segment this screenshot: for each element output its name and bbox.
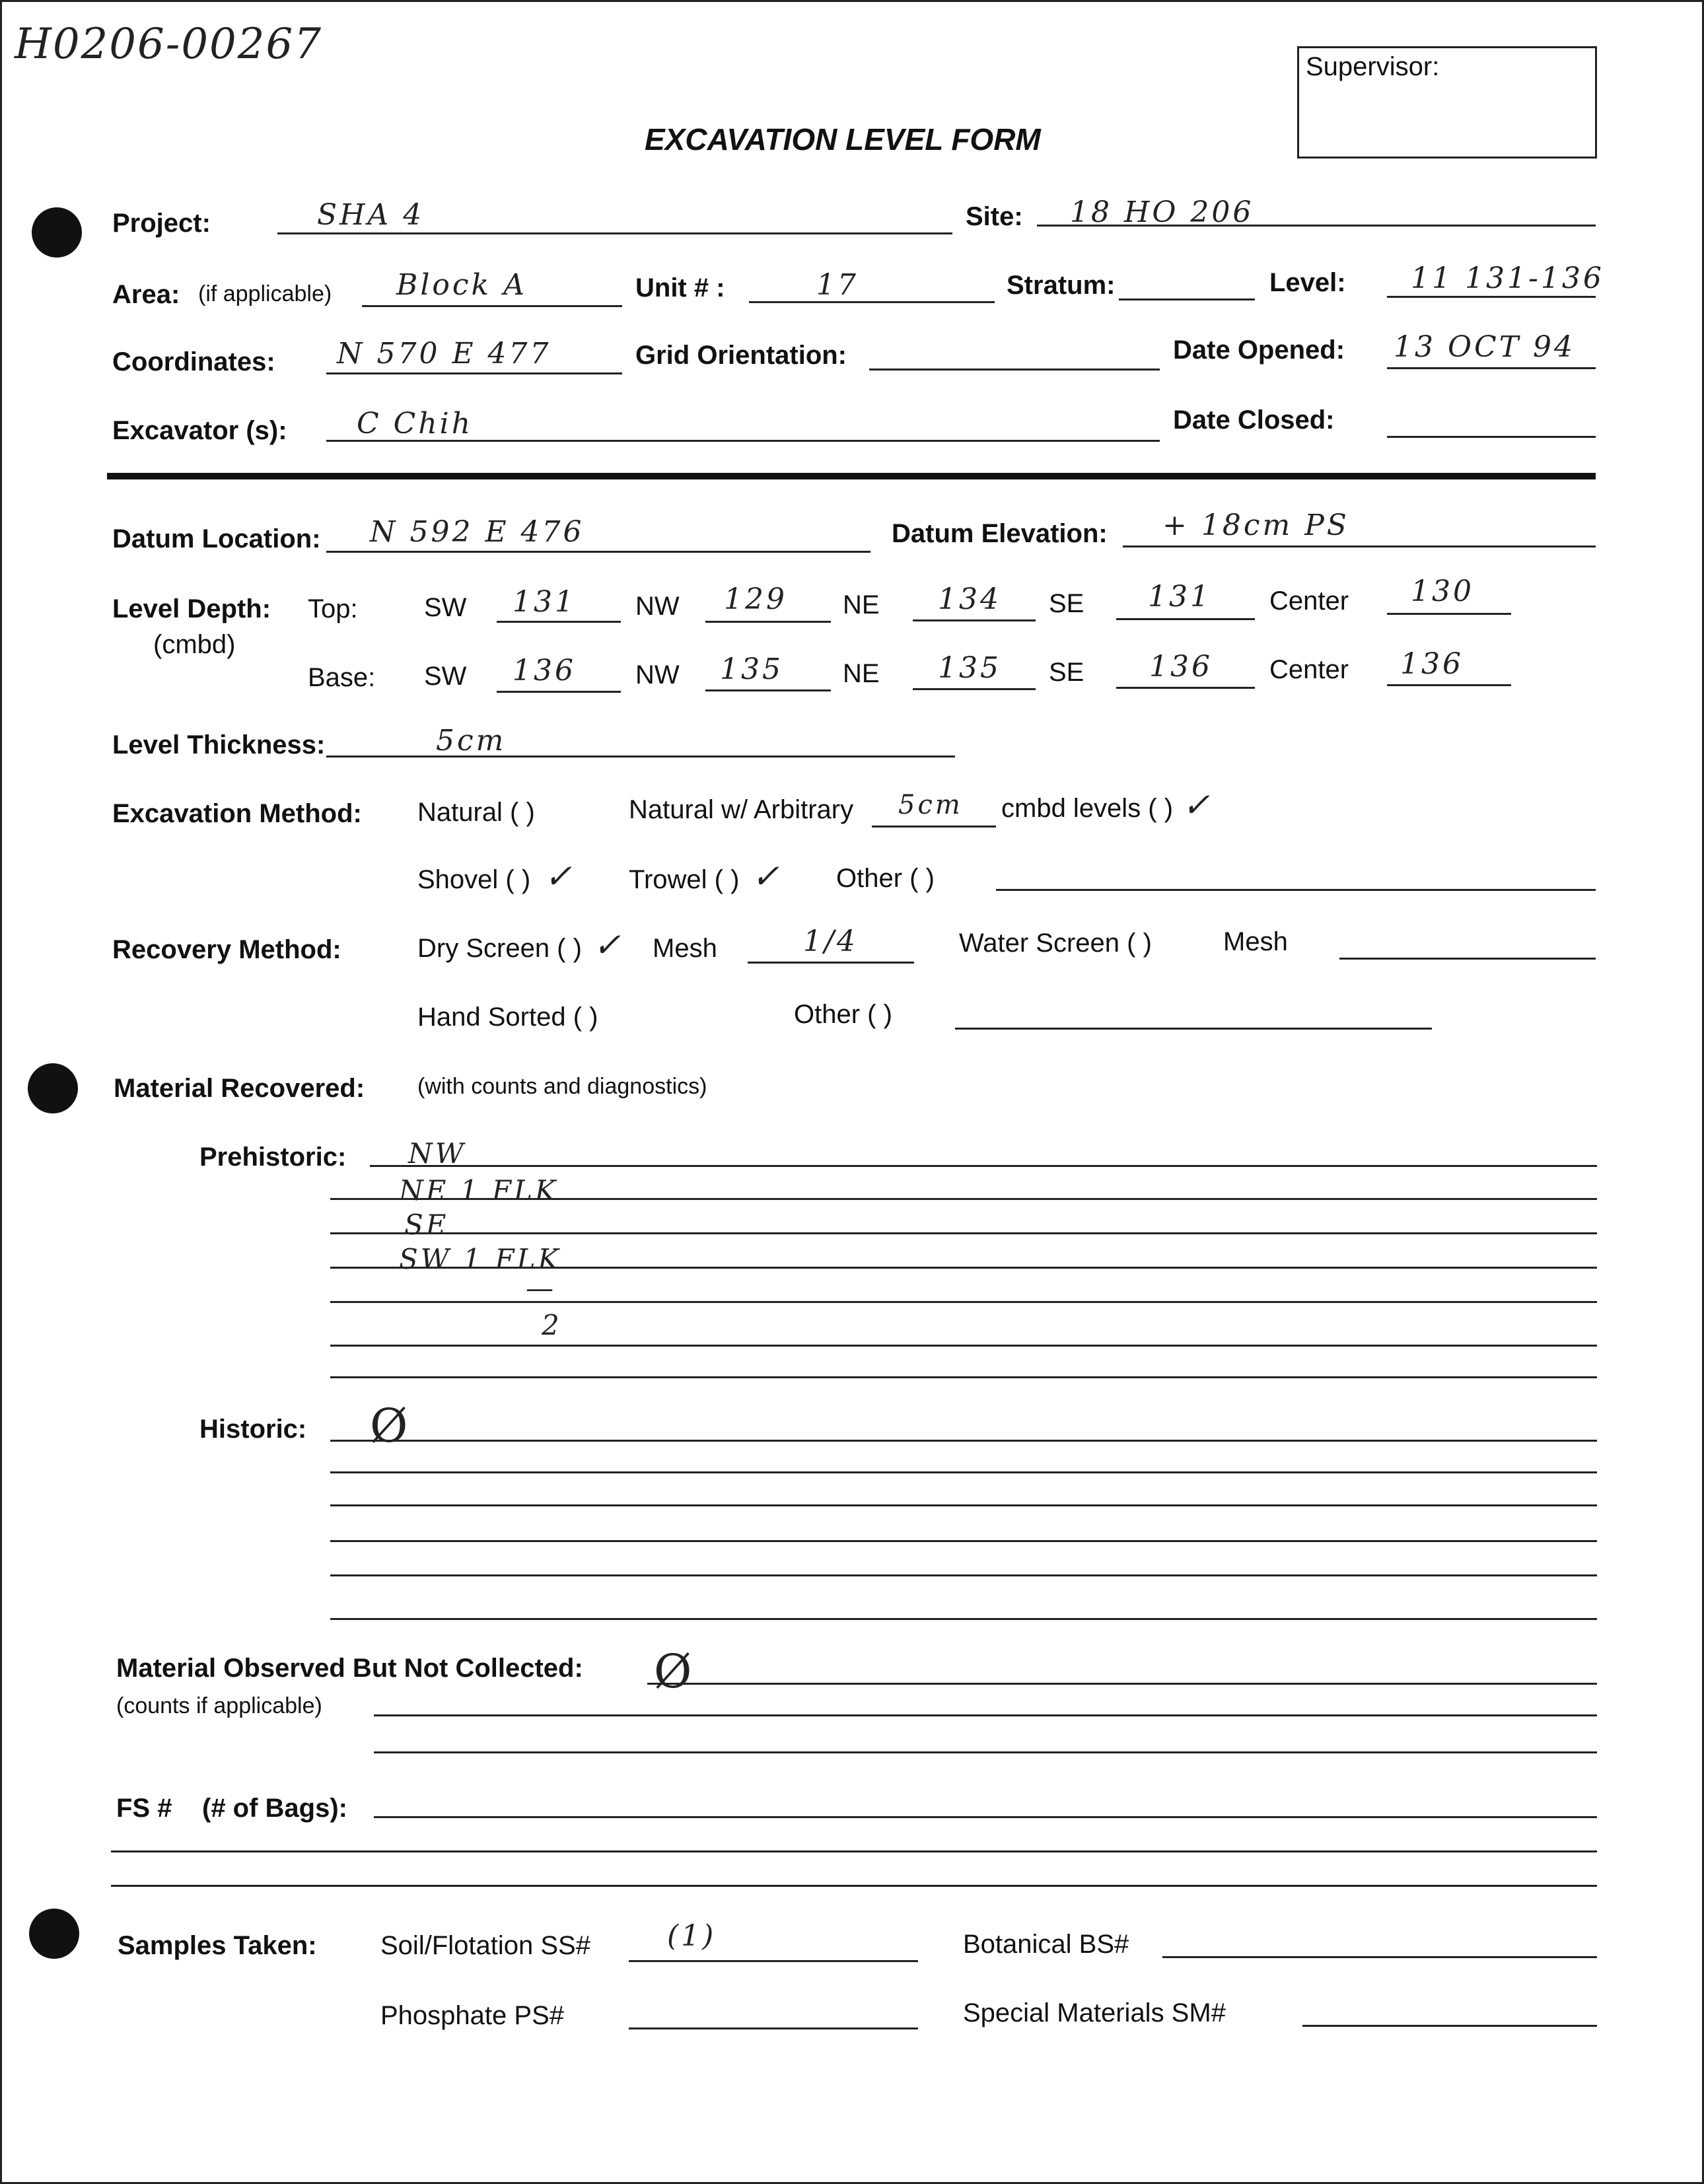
top-sw-label: SW (424, 593, 467, 622)
date-closed-line (1387, 436, 1596, 438)
base-nw-label: NW (635, 660, 680, 689)
method-natural[interactable]: Natural ( ) (417, 798, 535, 827)
soil-flotation-line (629, 1960, 918, 1962)
date-opened-label: Date Opened: (1173, 335, 1345, 365)
observed-note: (counts if applicable) (116, 1693, 322, 1718)
prehistoric-line-5[interactable]: — (526, 1272, 556, 1304)
observed-rule-3 (374, 1751, 1597, 1753)
top-nw-line (705, 621, 831, 623)
datum-elevation-line (1123, 546, 1596, 547)
base-sw-line (497, 691, 621, 693)
unit-line (749, 301, 995, 303)
datum-elevation-value[interactable]: + 18cm PS (1162, 509, 1349, 542)
grid-orientation-label: Grid Orientation: (635, 341, 847, 370)
observed-rule-2 (374, 1714, 1597, 1716)
base-se-line (1116, 687, 1255, 689)
prehistoric-line-6[interactable]: 2 (542, 1309, 562, 1341)
area-line (362, 305, 622, 307)
site-label: Site: (966, 202, 1023, 231)
top-center-line (1387, 613, 1511, 615)
base-nw-value[interactable]: 135 (720, 652, 783, 686)
botanical-label: Botanical BS# (963, 1930, 1129, 1959)
prehistoric-rule-3 (330, 1232, 1597, 1234)
prehistoric-rule-1 (370, 1165, 1597, 1167)
level-value[interactable]: 11 131-136 (1411, 262, 1604, 295)
base-ne-line (913, 688, 1036, 690)
special-materials-line (1302, 2025, 1597, 2027)
base-ne-label: NE (843, 659, 880, 688)
water-mesh-label: Mesh (1223, 927, 1288, 956)
base-sw-label: SW (424, 662, 467, 691)
prehistoric-line-4[interactable]: SW 1 FLK (399, 1243, 561, 1275)
datum-location-line (326, 551, 870, 553)
prehistoric-line-3[interactable]: SE (404, 1209, 449, 1241)
coordinates-value[interactable]: N 570 E 477 (337, 337, 551, 370)
fs-label: FS # (116, 1794, 172, 1823)
top-center-label: Center (1269, 586, 1349, 616)
material-recovered-note: (with counts and diagnostics) (417, 1074, 707, 1099)
prehistoric-rule-4 (330, 1267, 1597, 1269)
top-ne-value[interactable]: 134 (938, 582, 1001, 616)
base-se-label: SE (1049, 658, 1084, 687)
base-ne-value[interactable]: 135 (938, 651, 1001, 685)
method-cmbd-levels[interactable]: cmbd levels ( ) (1001, 794, 1174, 823)
date-closed-label: Date Closed: (1173, 405, 1335, 435)
unit-label: Unit # : (635, 273, 725, 302)
area-label: Area: (112, 280, 180, 309)
base-center-label: Center (1269, 655, 1349, 684)
historic-rule-1 (330, 1440, 1597, 1442)
prehistoric-line-1[interactable]: NW (408, 1137, 466, 1170)
fs-rule-3 (111, 1885, 1597, 1887)
datum-location-label: Datum Location: (112, 524, 321, 553)
excavator-label: Excavator (s): (112, 416, 287, 445)
special-materials-label: Special Materials SM# (963, 1998, 1226, 2027)
supervisor-box[interactable] (1297, 46, 1597, 159)
dry-mesh-value[interactable]: 1/4 (803, 925, 858, 958)
method-natural-arbitrary: Natural w/ Arbitrary (629, 795, 854, 824)
prehistoric-rule-2 (330, 1198, 1597, 1200)
base-label: Base: (308, 663, 376, 692)
site-value[interactable]: 18 HO 206 (1070, 195, 1254, 229)
area-value[interactable]: Block A (396, 268, 527, 302)
fs-rule-2 (111, 1850, 1597, 1852)
historic-rule-3 (330, 1504, 1597, 1506)
recovery-other[interactable]: Other ( ) (794, 1000, 892, 1029)
project-value[interactable]: SHA 4 (317, 198, 425, 232)
top-label: Top: (308, 594, 358, 623)
recovery-dry-screen[interactable]: Dry Screen ( ) (417, 934, 582, 963)
fs-note: (# of Bags): (202, 1794, 347, 1823)
top-ne-line (913, 619, 1036, 621)
base-nw-line (705, 689, 831, 691)
top-se-label: SE (1049, 589, 1084, 618)
hole-punch-1 (32, 207, 82, 258)
date-opened-line (1387, 367, 1596, 369)
hole-punch-2 (28, 1063, 78, 1113)
stratum-line (1119, 299, 1255, 300)
top-se-value[interactable]: 131 (1148, 580, 1211, 614)
level-label: Level: (1269, 268, 1346, 297)
level-thickness-line (326, 756, 955, 757)
cmbd-levels-check-icon: ✓ (1182, 786, 1213, 824)
historic-rule-4 (330, 1540, 1597, 1542)
area-note: (if applicable) (198, 281, 332, 306)
prehistoric-rule-5 (330, 1301, 1597, 1303)
site-line (1037, 225, 1596, 227)
level-line (1387, 296, 1596, 298)
historic-label: Historic: (199, 1415, 307, 1444)
top-center-value[interactable]: 130 (1411, 575, 1474, 608)
arbitrary-interval-value[interactable]: 5cm (898, 790, 963, 820)
shovel-check-icon: ✓ (544, 857, 575, 896)
fs-rule-1 (374, 1816, 1597, 1818)
recovery-other-line (955, 1028, 1432, 1030)
datum-location-value[interactable]: N 592 E 476 (370, 515, 585, 549)
project-line (277, 232, 952, 234)
supervisor-label: Supervisor: (1306, 52, 1440, 81)
document-id: H0206-00267 (15, 20, 322, 69)
soil-flotation-value[interactable]: (1) (667, 1919, 717, 1953)
hole-punch-3 (29, 1909, 79, 1959)
excavator-value[interactable]: C Chih (357, 407, 474, 440)
prehistoric-rule-6 (330, 1345, 1597, 1347)
historic-rule-2 (330, 1471, 1597, 1473)
level-thickness-value[interactable]: 5cm (436, 724, 507, 757)
unit-value[interactable]: 17 (816, 268, 859, 302)
dry-mesh-label: Mesh (653, 934, 717, 963)
method-other-line (996, 889, 1596, 891)
top-nw-value[interactable]: 129 (724, 582, 787, 616)
dry-mesh-line (748, 962, 914, 964)
datum-elevation-label: Datum Elevation: (892, 519, 1108, 548)
base-sw-value[interactable]: 136 (513, 654, 576, 687)
observed-rule-1 (647, 1683, 1597, 1685)
base-center-line (1387, 684, 1511, 686)
method-shovel[interactable]: Shovel ( ) (417, 865, 531, 894)
recovery-water-screen[interactable]: Water Screen ( ) (959, 929, 1152, 958)
section-divider (107, 473, 1596, 479)
date-opened-value[interactable]: 13 OCT 94 (1394, 330, 1576, 364)
top-se-line (1116, 618, 1255, 620)
level-thickness-label: Level Thickness: (112, 730, 326, 759)
dry-screen-check-icon: ✓ (593, 926, 623, 964)
prehistoric-label: Prehistoric: (199, 1143, 347, 1172)
observed-value[interactable]: Ø (654, 1644, 695, 1699)
excavation-method-label: Excavation Method: (112, 799, 362, 828)
top-nw-label: NW (635, 592, 680, 621)
arbitrary-interval-line (872, 826, 996, 828)
base-se-value[interactable]: 136 (1149, 650, 1213, 684)
level-depth-unit: (cmbd) (153, 630, 236, 659)
excavator-line (326, 440, 1160, 442)
method-trowel[interactable]: Trowel ( ) (629, 865, 740, 894)
method-other[interactable]: Other ( ) (836, 864, 935, 893)
samples-label: Samples Taken: (118, 1931, 317, 1960)
form-title: EXCAVATION LEVEL FORM (645, 122, 1041, 157)
top-sw-value[interactable]: 131 (513, 585, 576, 619)
historic-rule-6 (330, 1618, 1597, 1620)
prehistoric-line-2[interactable]: NE 1 FLK (399, 1174, 559, 1207)
phosphate-line (629, 2027, 918, 2029)
botanical-line (1162, 1956, 1597, 1958)
water-mesh-line (1339, 958, 1596, 960)
project-label: Project: (112, 209, 211, 238)
historic-value[interactable]: Ø (370, 1399, 411, 1453)
top-ne-label: NE (843, 590, 880, 619)
historic-rule-5 (330, 1574, 1597, 1576)
prehistoric-rule-7 (330, 1376, 1597, 1378)
base-center-value[interactable]: 136 (1400, 647, 1464, 681)
observed-label: Material Observed But Not Collected: (116, 1654, 583, 1683)
coordinates-line (326, 372, 622, 374)
level-depth-label: Level Depth: (112, 594, 271, 623)
phosphate-label: Phosphate PS# (380, 2001, 564, 2030)
coordinates-label: Coordinates: (112, 347, 275, 376)
grid-orientation-line (869, 369, 1160, 370)
material-recovered-label: Material Recovered: (114, 1074, 365, 1103)
soil-flotation-label: Soil/Flotation SS# (380, 1931, 590, 1960)
stratum-label: Stratum: (1007, 271, 1116, 300)
recovery-hand-sorted[interactable]: Hand Sorted ( ) (417, 1003, 598, 1032)
trowel-check-icon: ✓ (752, 857, 782, 896)
recovery-method-label: Recovery Method: (112, 935, 341, 964)
top-sw-line (497, 621, 621, 623)
